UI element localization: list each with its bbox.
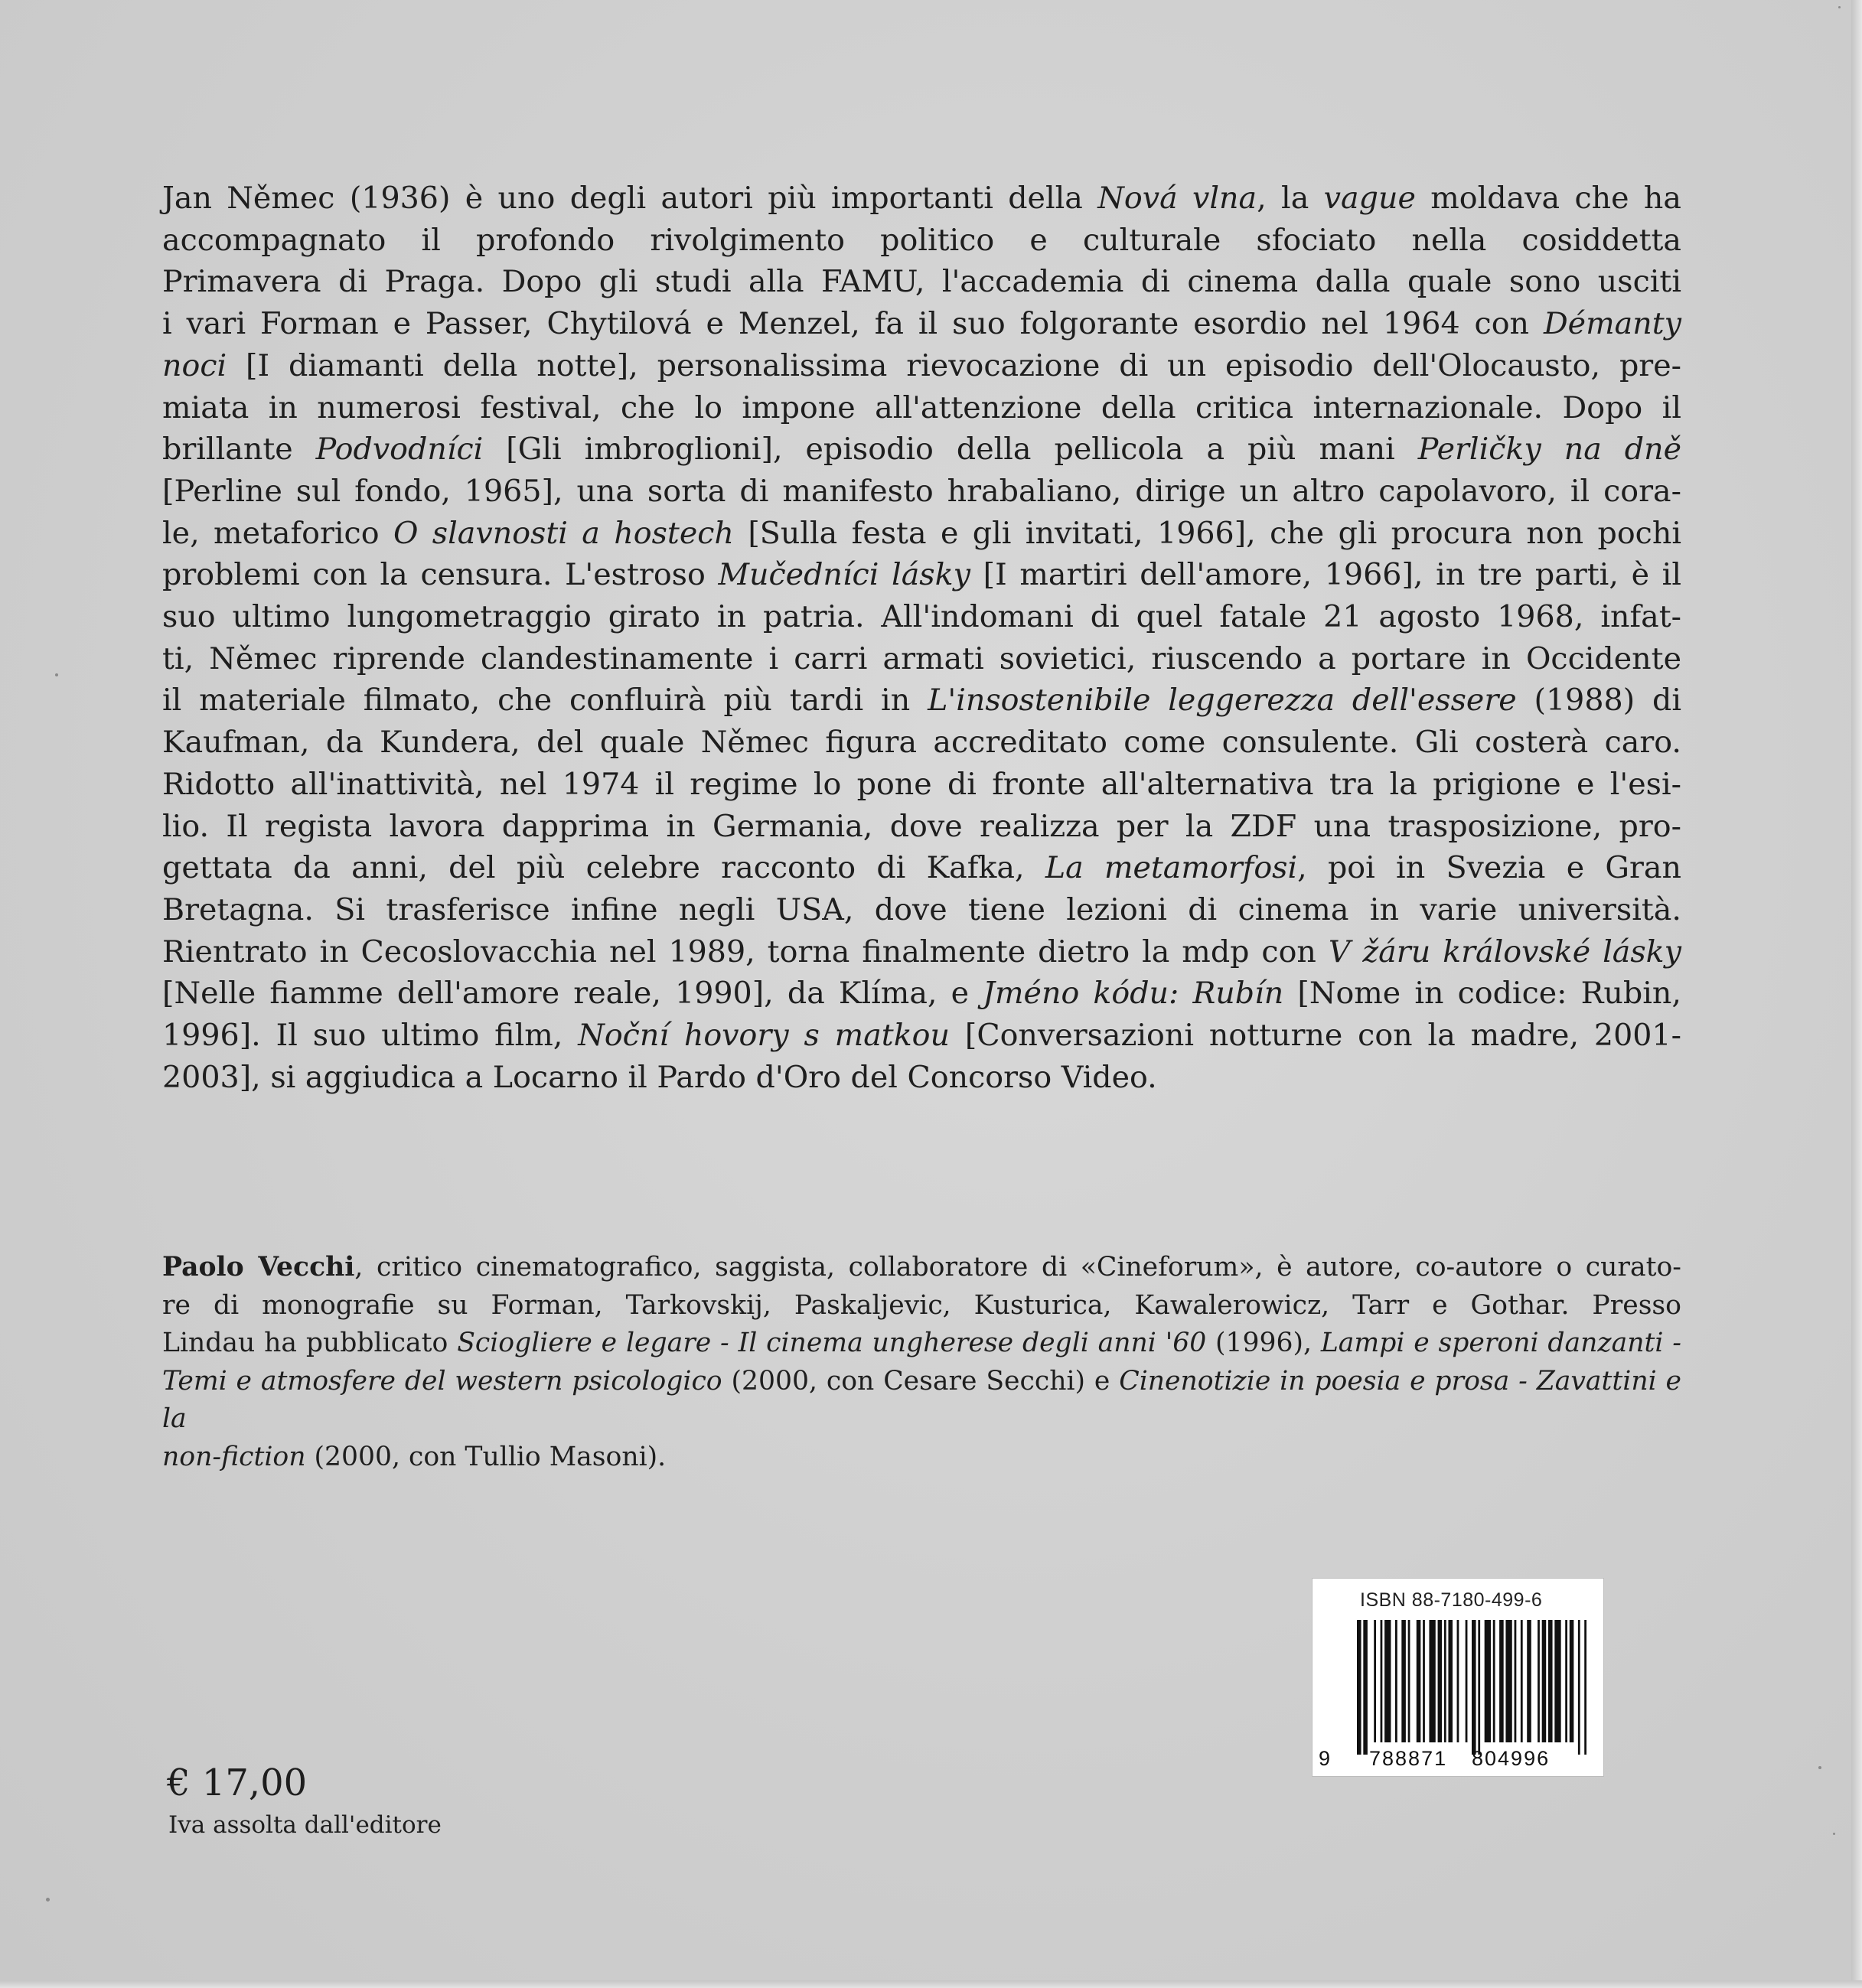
synopsis-line — [162, 806, 1681, 848]
barcode-bar — [1478, 1620, 1480, 1755]
synopsis-text: Bretagna. Si trasferisce infine negli USA, dove tiene lezioni di cinema in varie università. — [162, 891, 1681, 927]
barcode-bar — [1401, 1620, 1406, 1742]
synopsis-text: moldava che ha — [1415, 181, 1681, 216]
bio-line — [162, 1249, 1681, 1287]
synopsis-text: i vari Forman e Passer, Chytilová e Menzel, fa il suo folgorante esordio nel 1964 con — [162, 306, 1544, 342]
synopsis-line — [162, 889, 1681, 931]
synopsis-text: [Nelle fiamme dell'amore reale, 1990], da Klíma, e — [162, 976, 983, 1012]
barcode-bar — [1457, 1620, 1459, 1742]
barcode-bar — [1417, 1620, 1421, 1742]
vat-note: Iva assolta dall'editore — [168, 1811, 442, 1839]
barcode-bar — [1538, 1620, 1540, 1742]
synopsis-text: accompagnato il profondo rivolgimento politico e culturale sfociato nella cosiddetta — [162, 222, 1681, 258]
synopsis-text: (1988) di — [1516, 683, 1681, 719]
bio-title-text: Lampi e speroni danzanti - — [1320, 1328, 1681, 1358]
barcode-bar — [1565, 1620, 1567, 1742]
ean-first-digit: 9 — [1319, 1747, 1331, 1770]
synopsis-text: miata in numerosi festival, che lo impone all'attenzione della critica internazionale. Dopo il — [162, 389, 1681, 425]
synopsis-title-text: vague — [1323, 181, 1416, 216]
bio-text: Lindau ha pubblicato — [162, 1328, 458, 1358]
synopsis-text: Ridotto all'inattività, nel 1974 il regime lo pone di fronte all'alternativa tra la prigione e l'esi- — [162, 766, 1681, 802]
barcode-bars — [1357, 1620, 1586, 1755]
bio-line — [162, 1363, 1681, 1439]
synopsis-line — [162, 1057, 1681, 1099]
barcode-bar — [1423, 1620, 1425, 1742]
synopsis-text: [Sulla festa e gli invitati, 1966], che gli procura non pochi — [733, 515, 1681, 551]
synopsis-text: [I martiri dell'amore, 1966], in tre parti, è il — [970, 557, 1681, 593]
bio-text: , critico cinematografico, saggista, collaboratore di «Cineforum», è autore, co-autore o curato- — [354, 1252, 1681, 1282]
barcode-bar — [1554, 1620, 1560, 1742]
synopsis-text: Jan Němec (1936) è uno degli autori più importanti della — [162, 181, 1098, 216]
synopsis-line — [162, 387, 1681, 429]
barcode-bar — [1444, 1620, 1446, 1742]
synopsis-line — [162, 261, 1681, 303]
barcode-bar — [1438, 1620, 1443, 1742]
isbn-number: ISBN 88-7180-499-6 — [1360, 1589, 1543, 1611]
synopsis-text: Kaufman, da Kundera, del quale Němec figura accreditato come consulente. Gli costerà caro. — [162, 725, 1681, 761]
synopsis-line — [162, 973, 1681, 1015]
barcode-bar — [1527, 1620, 1531, 1742]
barcode-bar — [1395, 1620, 1397, 1742]
synopsis-text: [I diamanti della notte], personalissima rievocazione di un episodio dell'Olocausto, pre- — [227, 347, 1681, 383]
synopsis-line — [162, 764, 1681, 806]
bio-title-text: Temi e atmosfere del western psicologico — [162, 1365, 722, 1396]
synopsis-text: lio. Il regista lavora dapprima in Germania, dove realizza per la ZDF una trasposizione, pro- — [162, 808, 1681, 844]
synopsis-title-text: noci — [162, 347, 227, 383]
synopsis-text: problemi con la censura. L'estroso — [162, 557, 719, 593]
barcode-bar — [1357, 1620, 1361, 1755]
barcode-bar — [1466, 1620, 1468, 1742]
synopsis-title-text: Jméno kódu: Rubín — [983, 976, 1284, 1012]
synopsis-title-text: L'insostenibile leggerezza dell'essere — [928, 683, 1517, 719]
barcode-bar — [1570, 1620, 1574, 1742]
bio-text: (2000, con Cesare Secchi) e — [722, 1365, 1120, 1396]
barcode-bar — [1548, 1620, 1553, 1742]
barcode-bar — [1515, 1620, 1517, 1742]
author-synopsis — [162, 178, 1681, 1098]
synopsis-text: 1996]. Il suo ultimo film, — [162, 1018, 579, 1054]
synopsis-line — [162, 931, 1681, 973]
synopsis-text: 2003], si aggiudica a Locarno il Pardo d'Oro del Concorso Video. — [162, 1059, 1157, 1095]
barcode-bar — [1578, 1620, 1580, 1755]
synopsis-text: [Conversazioni notturne con la madre, 2001- — [950, 1018, 1681, 1054]
barcode-bar — [1363, 1620, 1368, 1755]
bio-title-text: Sciogliere e legare - Il cinema ungherese degli anni '60 — [457, 1328, 1207, 1358]
synopsis-line — [162, 722, 1681, 764]
barcode-bar — [1493, 1620, 1495, 1742]
synopsis-text: , la — [1257, 181, 1324, 216]
synopsis-line — [162, 178, 1681, 220]
synopsis-text: [Perline sul fondo, 1965], una sorta di manifesto hrabaliano, dirige un altro capolavoro, il cora- — [162, 473, 1681, 509]
synopsis-text: Rientrato in Cecoslovacchia nel 1989, torna finalmente dietro la mdp con — [162, 934, 1329, 970]
barcode-bar — [1381, 1620, 1383, 1742]
synopsis-line — [162, 1015, 1681, 1057]
ean-right-digits: 804996 — [1472, 1747, 1551, 1770]
synopsis-line — [162, 345, 1681, 387]
synopsis-title-text: Perličky na dně — [1417, 432, 1682, 468]
bio-line — [162, 1287, 1681, 1325]
synopsis-text: [Nome in codice: Rubin, — [1283, 976, 1681, 1012]
bio-text: re di monografie su Forman, Tarkovskij, Paskaljevic, Kusturica, Kawalerowicz, Tarr e Gothar. Presso — [162, 1289, 1681, 1321]
bio-title-text: Cinenotizie in poesia e prosa - Zavattini e la — [162, 1365, 1681, 1434]
synopsis-text: il materiale filmato, che confluirà più tardi in — [162, 683, 928, 719]
barcode-bar — [1499, 1620, 1504, 1742]
bio-line — [162, 1439, 1681, 1477]
synopsis-line — [162, 596, 1681, 638]
synopsis-line — [162, 303, 1681, 345]
bio-title-text: non-fiction — [162, 1441, 306, 1472]
synopsis-text: suo ultimo lungometraggio girato in patria. All'indomani di quel fatale 21 agosto 1968, infat- — [162, 599, 1681, 635]
synopsis-text: ti, Němec riprende clandestinamente i carri armati sovietici, riuscendo a portare in Occidente — [162, 640, 1681, 676]
synopsis-title-text: Podvodníci — [315, 432, 484, 468]
bio-line — [162, 1325, 1681, 1363]
barcode-bar — [1429, 1620, 1435, 1742]
bio-name-text: Paolo Vecchi — [162, 1252, 355, 1282]
barcode-bar — [1485, 1620, 1491, 1742]
barcode-bar — [1542, 1620, 1547, 1742]
synopsis-line — [162, 220, 1681, 262]
synopsis-line — [162, 513, 1681, 555]
synopsis-text: Primavera di Praga. Dopo gli studi alla FAMU, l'accademia di cinema dalla quale sono usciti — [162, 264, 1681, 300]
synopsis-line — [162, 680, 1681, 722]
synopsis-title-text: O slavnosti a hostech — [393, 515, 734, 551]
barcode-bar — [1584, 1620, 1586, 1755]
synopsis-title-text: Nová vlna — [1097, 181, 1257, 216]
synopsis-line — [162, 554, 1681, 596]
ean-left-digits: 788871 — [1369, 1747, 1448, 1770]
synopsis-line — [162, 638, 1681, 680]
synopsis-line — [162, 471, 1681, 513]
synopsis-text: gettata da anni, del più celebre racconto di Kafka, — [162, 850, 1045, 886]
synopsis-line — [162, 847, 1681, 889]
isbn-barcode-label — [1312, 1578, 1604, 1777]
synopsis-title-text: La metamorfosi — [1045, 850, 1298, 886]
barcode-bar — [1408, 1620, 1410, 1742]
bio-text: (2000, con Tullio Masoni). — [305, 1441, 667, 1472]
barcode-bar — [1521, 1620, 1523, 1742]
synopsis-text: le, metaforico — [162, 515, 393, 551]
barcode-bar — [1448, 1620, 1453, 1742]
barcode-bar — [1472, 1620, 1476, 1755]
cover-right-edge — [1851, 0, 1862, 1988]
cover-bottom-edge — [0, 1980, 1862, 1988]
synopsis-title-text: Démanty — [1543, 306, 1681, 342]
synopsis-text: [Gli imbroglioni], episodio della pellicola a più mani — [483, 432, 1418, 468]
price-label: € 17,00 — [167, 1761, 308, 1804]
synopsis-line — [162, 429, 1681, 471]
barcode-bar — [1505, 1620, 1511, 1742]
synopsis-title-text: Noční hovory s matkou — [578, 1018, 951, 1054]
barcode-bar — [1374, 1620, 1376, 1742]
author-bio — [162, 1249, 1681, 1476]
synopsis-text: brillante — [162, 432, 316, 468]
synopsis-title-text: V žáru královské lásky — [1328, 934, 1681, 970]
synopsis-text: , poi in Svezia e Gran — [1297, 850, 1681, 886]
barcode-bar — [1384, 1620, 1391, 1742]
bio-text: (1996), — [1206, 1328, 1321, 1358]
synopsis-title-text: Mučedníci lásky — [718, 557, 970, 593]
